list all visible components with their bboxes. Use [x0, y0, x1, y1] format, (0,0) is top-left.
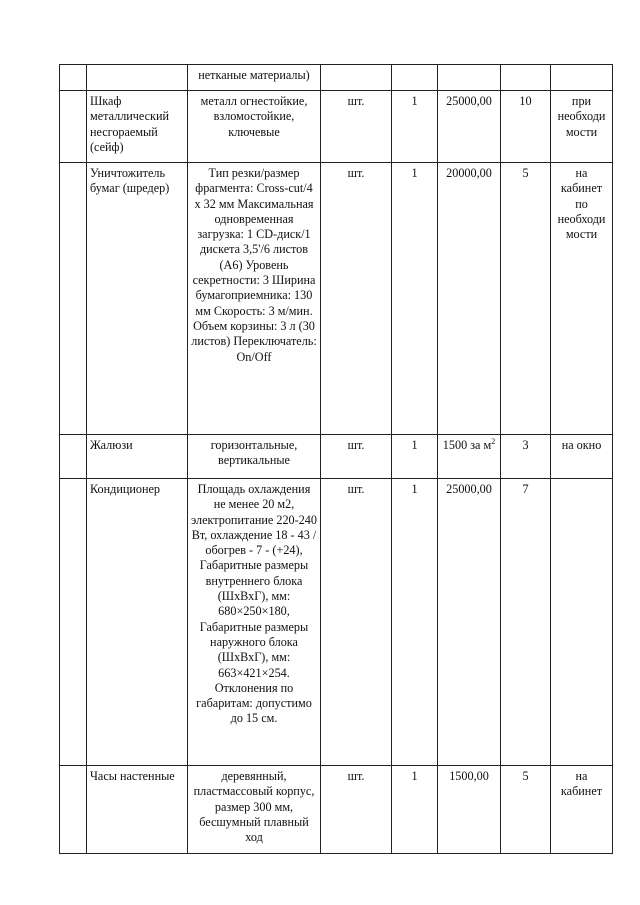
item-quantity: 1 [392, 479, 438, 766]
item-price: 25000,00 [438, 91, 501, 163]
row-number [60, 65, 87, 91]
item-price [438, 435, 501, 479]
item-unit: шт. [321, 91, 392, 163]
equipment-table [59, 64, 613, 854]
item-service-life: 3 [501, 435, 551, 479]
item-service-life: 5 [501, 163, 551, 435]
table-row [60, 91, 613, 163]
item-unit: шт. [321, 435, 392, 479]
table-row [60, 435, 613, 479]
item-price: 20000,00 [438, 163, 501, 435]
item-unit: шт. [321, 163, 392, 435]
item-specification: Тип резки/размер фрагмента: Cross-cut/4 х 32 мм Максимальная одновременная загрузка: 1 CD-диск/1 дискета 3,5'/6 листов (А6) Уровень секретности: 3 Ширина бумагоприемника: 130 мм Скорость: 3 м/мин. Объем корзины: 3 л (30 листов) Переключатель: On/Off [188, 163, 321, 435]
item-specification: нетканые материалы) [188, 65, 321, 91]
row-number [60, 435, 87, 479]
item-norm: на окно [551, 435, 613, 479]
item-service-life: 10 [501, 91, 551, 163]
item-quantity: 1 [392, 766, 438, 854]
item-price [438, 65, 501, 91]
row-number [60, 163, 87, 435]
price-text: 1500 за м [442, 438, 492, 452]
price-superscript: 2 [491, 436, 496, 446]
row-number [60, 479, 87, 766]
item-norm: на кабинет [551, 766, 613, 854]
item-name: Шкаф металлический несгораемый (сейф) [87, 91, 188, 163]
item-unit: шт. [321, 766, 392, 854]
item-service-life: 7 [501, 479, 551, 766]
item-price: 25000,00 [438, 479, 501, 766]
item-norm: на кабинет по необходи мости [551, 163, 613, 435]
item-price: 1500,00 [438, 766, 501, 854]
item-service-life: 5 [501, 766, 551, 854]
item-quantity: 1 [392, 435, 438, 479]
item-name [87, 65, 188, 91]
item-norm [551, 479, 613, 766]
row-number [60, 766, 87, 854]
item-specification: горизонтальные, вертикальные [188, 435, 321, 479]
item-service-life [501, 65, 551, 91]
item-name: Кондиционер [87, 479, 188, 766]
item-quantity [392, 65, 438, 91]
item-specification: деревянный, пластмассовый корпус, размер 300 мм, бесшумный плавный ход [188, 766, 321, 854]
item-name: Часы настенные [87, 766, 188, 854]
item-specification: металл огнестойкие, взломостойкие, ключевые [188, 91, 321, 163]
table-row [60, 163, 613, 435]
item-unit [321, 65, 392, 91]
item-name: Уничтожитель бумаг (шредер) [87, 163, 188, 435]
table-row [60, 479, 613, 766]
item-specification: Площадь охлаждения не менее 20 м2, электропитание 220-240 Вт, охлаждение 18 - 43 / обогрев - 7 - (+24), Габаритные размеры внутреннего блока (ШхВхГ), мм: 680×250×180, Габаритные размеры наружного блока (ШхВхГ), мм: 663×421×254. Отклонения по габаритам: допустимо до 15 см. [188, 479, 321, 766]
table-row [60, 65, 613, 91]
item-quantity: 1 [392, 91, 438, 163]
item-norm [551, 65, 613, 91]
item-unit: шт. [321, 479, 392, 766]
item-name: Жалюзи [87, 435, 188, 479]
item-quantity: 1 [392, 163, 438, 435]
item-norm: при необходи мости [551, 91, 613, 163]
row-number [60, 91, 87, 163]
table-row [60, 766, 613, 854]
